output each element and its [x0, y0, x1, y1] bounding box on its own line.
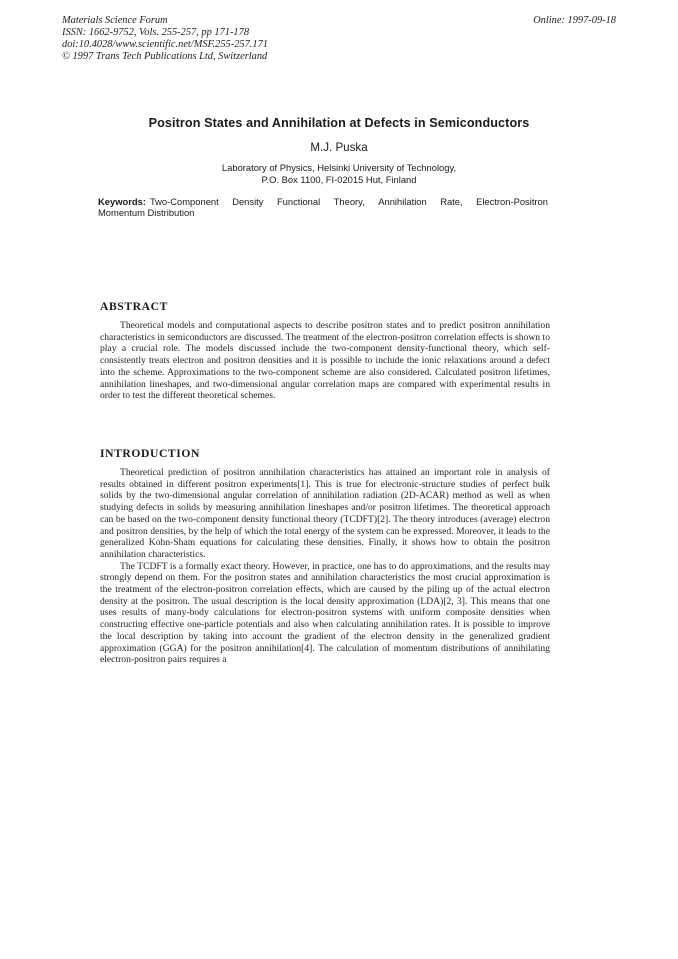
affiliation-line-2: P.O. Box 1100, FI-02015 Hut, Finland	[261, 174, 417, 185]
keyword: Electron-Positron	[476, 196, 548, 207]
keywords-line-2: Momentum Distribution	[98, 207, 195, 218]
keywords-line-1	[98, 196, 548, 207]
abstract-body	[100, 320, 550, 402]
online-date: Online: 1997-09-18	[533, 15, 616, 26]
introduction-paragraph-1: Theoretical prediction of positron annihilation characteristics has attained an important role in analysis of results obtained in different positron experiments[1]. This is true for electronic-structure studies of perfect bulk solids by the two-dimensional angular correlation of annihilation radiation (2D-ACAR) method as well as when studying defects in solids by measuring annihilation lineshapes and/or positron lifetimes. The theoretical approach can be based on the two-component density functional theory (TCDFT)[2]. The theory introduces (average) electron and positron densities, by the help of which the total energy of the system can be expressed. Moreover, it leads to the generalized Kohn-Sham equations for calculating these densities. Finally, it shows how to obtain the positron annihilation characteristics.	[100, 467, 550, 560]
keyword: Functional	[276, 196, 321, 207]
keyword: Density	[232, 196, 264, 207]
keyword: Theory,	[333, 196, 365, 207]
affiliation-line-1: Laboratory of Physics, Helsinki University of Technology,	[221, 162, 457, 173]
abstract-paragraph: Theoretical models and computational aspects to describe positron states and to predict positron annihilation characteristics in semiconductors are discussed. The treatment of the electron-positron correlation effects is shown to play a crucial role. The models discussed include the two-component density-functional theory, which self-consistently treats electron and positron densities and it is possible to include the ionic relaxations around a defect into the scheme. Approximations to the two-component scheme are also considered. Calculated positron lifetimes, annihilation lineshapes, and two-dimensional angular correlation maps are compared with experimental results in order to test the different theoretical schemes.	[100, 320, 550, 402]
keyword: Two-Component	[149, 196, 219, 207]
affiliation	[0, 162, 678, 186]
abstract-heading: ABSTRACT	[100, 300, 168, 313]
keywords-label: Keywords:	[98, 196, 146, 207]
introduction-body	[100, 467, 550, 666]
introduction-paragraph-2: The TCDFT is a formally exact theory. However, in practice, one has to do approximations, and the results may strongly depend on them. For the positron states and annihilation characteristics the most crucial approximation is the treatment of the electron-positron correlation effects, which are caused by the piling up of the actual electron density at the positron. The usual description is the local density approximation (LDA)[2, 3]. This means that one uses results of many-body calculations for electron-positron systems with uniform composite densities when constructing effective one-particle potentials and also when calculating annihilation rates. It is possible to improve the local description by taking into account the gradient of the electron density in the generalized gradient approximation (GGA) for the positron annihilation[4]. The calculation of momentum distributions of annihilating electron-positron pairs requires a	[100, 560, 550, 666]
doi-line: doi:10.4028/www.scientific.net/MSF.255-257.171	[62, 39, 268, 50]
introduction-heading: INTRODUCTION	[100, 447, 200, 460]
author: M.J. Puska	[310, 141, 368, 154]
copyright-line: © 1997 Trans Tech Publications Ltd, Switzerland	[62, 51, 268, 62]
journal-name: Materials Science Forum	[62, 15, 168, 26]
keyword: Annihilation	[378, 196, 427, 207]
keyword: Rate,	[440, 196, 463, 207]
keywords	[98, 196, 548, 218]
issn-line: ISSN: 1662-9752, Vols. 255-257, pp 171-178	[62, 27, 250, 38]
paper-title: Positron States and Annihilation at Defects in Semiconductors	[148, 116, 530, 130]
journal-meta	[62, 15, 268, 63]
